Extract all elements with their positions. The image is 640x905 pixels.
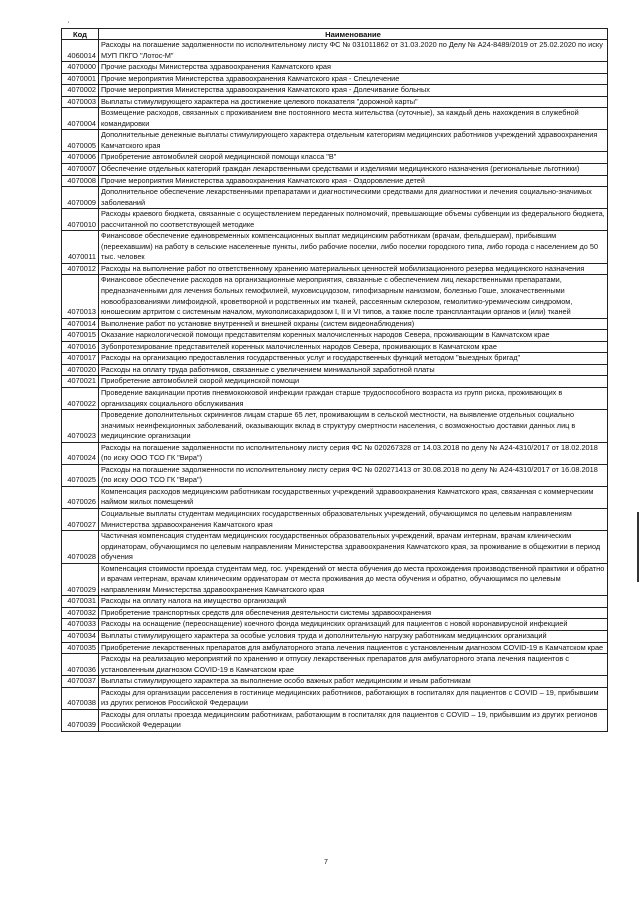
row-name: Расходы на организацию предоставления государственных услуг и государственных функций методом "выездных бригад" <box>99 353 608 365</box>
row-name: Прочие расходы Министерства здравоохранения Камчатского края <box>99 62 608 74</box>
row-name: Частичная компенсация студентам медицинских государственных образовательных учреждений, врачам интернам, врачам клиническим ординаторам, обучающимся по целевым направлениям Министерства здравоохранения Камчатского края, за проживание в общежитии в период обучения <box>99 531 608 564</box>
table-row <box>62 108 608 130</box>
row-code: 4070012 <box>62 263 99 275</box>
table-row <box>62 164 608 176</box>
row-code: 4070008 <box>62 175 99 187</box>
row-name: Обеспечение отдельных категорий граждан лекарственными средствами и изделиями медицинского назначения (региональные льготники) <box>99 164 608 176</box>
column-header-code: Код <box>62 29 99 40</box>
row-name: Проведение дополнительных скринингов лицам старше 65 лет, проживающим в сельской местности, на выявление отдельных социально значимых неинфекционных заболеваний, оказывающих вклад в структуру смертности населения, с возможностью доставки данных лиц в медицинские организации <box>99 410 608 443</box>
row-code: 4070024 <box>62 442 99 464</box>
row-code: 4070031 <box>62 596 99 608</box>
row-name: Расходы на реализацию мероприятий по хранению и отпуску лекарственных препаратов для амбулаторного этапа лечения пациентов с установленным диагнозом COVID-19 в Камчатском крае <box>99 654 608 676</box>
table-row <box>62 364 608 376</box>
row-name: Приобретение транспортных средств для обеспечения деятельности системы здравоохранения <box>99 607 608 619</box>
table-row <box>62 596 608 608</box>
row-code: 4070021 <box>62 376 99 388</box>
table-row <box>62 531 608 564</box>
row-name: Расходы на погашение задолженности по исполнительному листу серия ФС № 020267328 от 14.03.2018 по делу № А24-4310/2017 от 18.02.2018 (по иску ООО ТСО ГК "Вира") <box>99 442 608 464</box>
row-code: 4070036 <box>62 654 99 676</box>
row-code: 4070017 <box>62 353 99 365</box>
table-row <box>62 263 608 275</box>
budget-codes-table <box>61 28 608 732</box>
row-name: Финансовое обеспечение единовременных компенсационных выплат медицинским работникам (врачам, фельдшерам), прибывшим (переехавшим) на работу в сельские населенные пункты, либо рабочие поселки, либо поселки городского типа, либо города с населением до 50 тыс. человек <box>99 231 608 264</box>
table-row <box>62 376 608 388</box>
row-name: Расходы краевого бюджета, связанные с осуществлением переданных полномочий, превышающие объемы субвенции из федерального бюджета, рассчитанной по соответствующей методике <box>99 209 608 231</box>
table-row <box>62 341 608 353</box>
row-code: 4070023 <box>62 410 99 443</box>
row-name: Выплаты стимулирующего характера за выполнение особо важных работ медицинским и иным работникам <box>99 676 608 688</box>
row-name: Социальные выплаты студентам медицинских государственных образовательных учреждений, обучающимся по целевым направлениям Министерства здравоохранения Камчатского края <box>99 508 608 530</box>
row-name: Расходы на погашение задолженности по исполнительному листу ФС № 031011862 от 31.03.2020 по Делу № А24-8489/2019 от 25.02.2020 по иску МУП ПКГО "Лотос-М" <box>99 40 608 62</box>
row-name: Компенсация стоимости проезда студентам мед. гос. учреждений от места обучения до места прохождения производственной практики и обратно и врачам интернам, врачам клиническим ординаторам от места проживания до места обучения и обратно, обучающимся по целевым направлениям Министерства здравоохранения Камчатского края <box>99 563 608 596</box>
row-code: 4070038 <box>62 687 99 709</box>
table-row <box>62 318 608 330</box>
table-row <box>62 275 608 318</box>
row-name: Приобретение автомобилей скорой медицинской помощи <box>99 376 608 388</box>
row-code: 4070034 <box>62 630 99 642</box>
row-code: 4070006 <box>62 152 99 164</box>
row-name: Дополнительное обеспечение лекарственными препаратами и диагностическими средствами для диагностики и лечения социально-значимых заболеваний <box>99 187 608 209</box>
row-code: 4070005 <box>62 130 99 152</box>
row-code: 4070016 <box>62 341 99 353</box>
row-name: Прочие мероприятия Министерства здравоохранения Камчатского края - Оздоровление детей <box>99 175 608 187</box>
row-name: Финансовое обеспечение расходов на организационные мероприятия, связанные с обеспечением лиц лекарственными препаратами, предназначенными для лечения больных гемофилией, муковисцидозом, гипофизарным нанизмом, болезнью Гоше, злокачественными новообразованиями лимфоидной, кроветворной и родственных им тканей, рассеянным склерозом, гемолитико-уремическим синдромом, юношеским артритом с системным началом, мукополисахаридозом I, II и VI типов, а также после трансплантации органов и (или) тканей <box>99 275 608 318</box>
table-row <box>62 130 608 152</box>
row-code: 4070037 <box>62 676 99 688</box>
table-header-row <box>62 29 608 40</box>
table-row <box>62 508 608 530</box>
row-name: Расходы на оплату труда работников, связанные с увеличением минимальной заработной платы <box>99 364 608 376</box>
row-code: 4070027 <box>62 508 99 530</box>
table-row <box>62 442 608 464</box>
table-row <box>62 630 608 642</box>
row-name: Расходы для оплаты проезда медицинским работникам, работающим в госпиталях для пациентов с COVID – 19, прибывшим из других регионов Российской Федерации <box>99 709 608 731</box>
table-row <box>62 85 608 97</box>
row-code: 4070013 <box>62 275 99 318</box>
table-row <box>62 96 608 108</box>
row-code: 4070025 <box>62 464 99 486</box>
row-code: 4070007 <box>62 164 99 176</box>
row-name: Расходы на оснащение (переоснащение) коечного фонда медицинских организаций для пациентов с новой коронавирусной инфекцией <box>99 619 608 631</box>
table-row <box>62 642 608 654</box>
table-row <box>62 330 608 342</box>
row-code: 4070026 <box>62 486 99 508</box>
table-body <box>62 40 608 732</box>
row-name: Компенсация расходов медицинским работникам государственных учреждений здравоохранения Камчатского края, связанная с коммерческим наймом жилых помещений <box>99 486 608 508</box>
row-name: Расходы для организации расселения в гостинице медицинских работников, работающих в госпиталях для пациентов с COVID – 19, прибывшим из других регионов Российской Федерации <box>99 687 608 709</box>
table-row <box>62 687 608 709</box>
table-row <box>62 175 608 187</box>
row-code: 4070010 <box>62 209 99 231</box>
row-code: 4070004 <box>62 108 99 130</box>
row-name: Выплаты стимулирующего характера на достижение целевого показателя "дорожной карты" <box>99 96 608 108</box>
table-row <box>62 619 608 631</box>
row-name: Выплаты стимулирующего характера за особые условия труда и дополнительную нагрузку работникам медицинских организаций <box>99 630 608 642</box>
row-name: Оказание наркологической помощи представителям коренных малочисленных народов Севера, проживающим в Камчатском крае <box>99 330 608 342</box>
table-row <box>62 152 608 164</box>
table-row <box>62 464 608 486</box>
page-number: 7 <box>324 859 328 866</box>
row-name: Расходы на погашение задолженности по исполнительному листу серия ФС № 020271413 от 30.08.2018 по делу № А24-4310/2017 от 16.08.2018 (по иску ООО ТСО ГК "Вира") <box>99 464 608 486</box>
table-row <box>62 73 608 85</box>
table-row <box>62 563 608 596</box>
table-row <box>62 410 608 443</box>
table-row <box>62 486 608 508</box>
scan-mark: ' <box>68 22 70 28</box>
row-name: Прочие мероприятия Министерства здравоохранения Камчатского края - Спецлечение <box>99 73 608 85</box>
row-code: 4070035 <box>62 642 99 654</box>
row-code: 4070009 <box>62 187 99 209</box>
row-code: 4070014 <box>62 318 99 330</box>
row-code: 4070015 <box>62 330 99 342</box>
row-code: 4070022 <box>62 387 99 409</box>
row-code: 4070000 <box>62 62 99 74</box>
row-code: 4070028 <box>62 531 99 564</box>
row-code: 4070033 <box>62 619 99 631</box>
row-code: 4070011 <box>62 231 99 264</box>
row-name: Расходы на оплату налога на имущество организаций <box>99 596 608 608</box>
row-code: 4070020 <box>62 364 99 376</box>
row-name: Приобретение автомобилей скорой медицинской помощи класса "В" <box>99 152 608 164</box>
scan-edge-line <box>637 512 639 582</box>
row-code: 4070032 <box>62 607 99 619</box>
table-row <box>62 709 608 731</box>
row-code: 4070029 <box>62 563 99 596</box>
row-name: Приобретение лекарственных препаратов для амбулаторного этапа лечения пациентов с установленным диагнозом COVID-19 в Камчатском крае <box>99 642 608 654</box>
table-row <box>62 187 608 209</box>
table-row <box>62 40 608 62</box>
row-code: 4070002 <box>62 85 99 97</box>
row-name: Расходы на выполнение работ по ответственному хранению материальных ценностей мобилизационного резерва медицинского назначения <box>99 263 608 275</box>
row-name: Выполнение работ по установке внутренней и внешней охраны (систем видеонаблюдения) <box>99 318 608 330</box>
table-row <box>62 353 608 365</box>
row-name: Дополнительные денежные выплаты стимулирующего характера отдельным категориям медицинских работников учреждений здравоохранения Камчатского края <box>99 130 608 152</box>
column-header-name: Наименование <box>99 29 608 40</box>
table-row <box>62 387 608 409</box>
table-row <box>62 607 608 619</box>
row-name: Проведение вакцинации против пневмококковой инфекции граждан старше трудоспособного возраста из групп риска, проживающих в организациях социального обслуживания <box>99 387 608 409</box>
row-code: 4070039 <box>62 709 99 731</box>
row-code: 4070003 <box>62 96 99 108</box>
row-name: Прочие мероприятия Министерства здравоохранения Камчатского края - Долечивание больных <box>99 85 608 97</box>
table-row <box>62 676 608 688</box>
row-name: Зубопротезирование представителей коренных малочисленных народов Севера, проживающих в Камчатском крае <box>99 341 608 353</box>
row-name: Возмещение расходов, связанных с проживанием вне постоянного места жительства (суточные), за каждый день нахождения в служебной командировки <box>99 108 608 130</box>
row-code: 4060014 <box>62 40 99 62</box>
table-row <box>62 62 608 74</box>
table-row <box>62 654 608 676</box>
row-code: 4070001 <box>62 73 99 85</box>
table-row <box>62 231 608 264</box>
table-row <box>62 209 608 231</box>
